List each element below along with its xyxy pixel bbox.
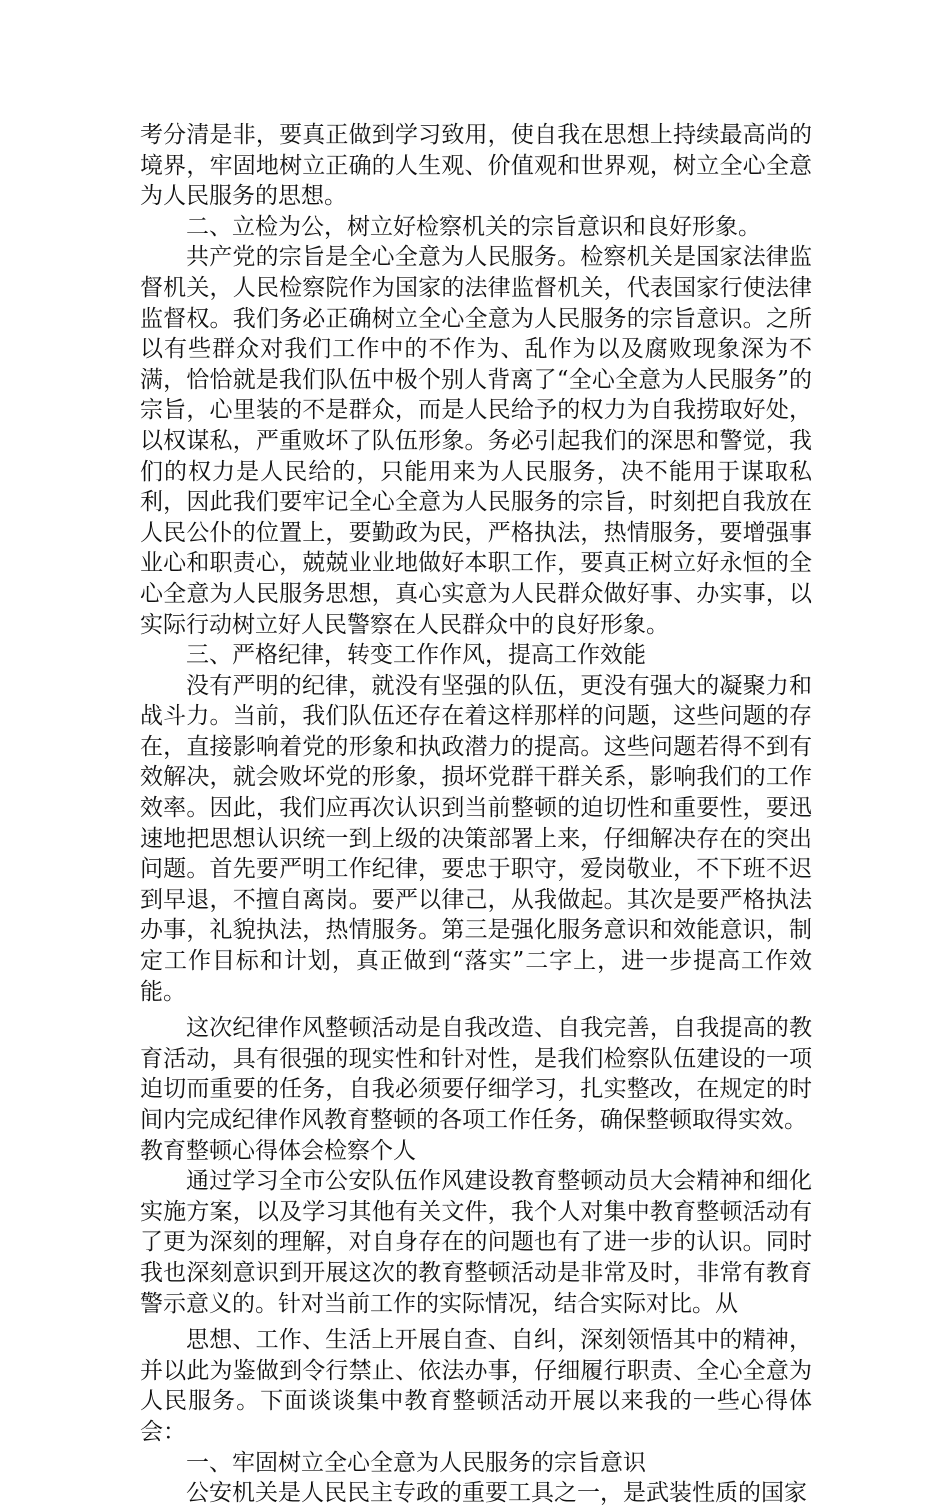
paragraph: 通过学习全市公安队伍作风建设教育整顿动员大会精神和细化实施方案，以及学习其他有关文件，我个人对集中教育整顿活动有了更为深刻的理解，对自身存在的问题也有了进一步的认识。同时我也深刻意识到开展这次的教育整顿活动是非常及时，非常有教育警示意义的。针对当前工作的实际情况，结合实际对比。从 <box>140 1168 812 1317</box>
paragraph: 公安机关是人民民主专政的重要工具之一，是武装性质的国家 <box>186 1480 807 1507</box>
section-heading: 一、牢固树立全心全意为人民服务的宗旨意识 <box>186 1449 646 1476</box>
paragraph: 思想、工作、生活上开展自查、自纠，深刻领悟其中的精神，并以此为鉴做到令行禁止、依法办事，仔细履行职责、全心全意为人民服务。下面谈谈集中教育整顿活动开展以来我的一些心得体会： <box>140 1327 812 1445</box>
document-title: 教育整顿心得体会检察个人 <box>140 1137 416 1164</box>
paragraph: 考分清是非，要真正做到学习致用，使自我在思想上持续最高尚的境界，牢固地树立正确的人生观、价值观和世界观，树立全心全意为人民服务的思想。 <box>140 122 812 210</box>
section-heading: 三、严格纪律，转变工作作风，提高工作效能 <box>186 642 646 669</box>
section-heading: 二、立检为公，树立好检察机关的宗旨意识和良好形象。 <box>186 213 761 240</box>
document-body <box>140 120 812 1509</box>
paragraph: 共产党的宗旨是全心全意为人民服务。检察机关是国家法律监督机关，人民检察院作为国家的法律监督机关，代表国家行使法律监督权。我们务必正确树立全心全意为人民服务的宗旨意识。之所以有些群众对我们工作中的不作为、乱作为以及腐败现象深为不满，恰恰就是我们队伍中极个别人背离了“全心全意为人民服务”的宗旨，心里装的不是群众，而是人民给予的权力为自我捞取好处，以权谋私，严重败坏了队伍形象。务必引起我们的深思和警觉，我们的权力是人民给的，只能用来为人民服务，决不能用于谋取私利，因此我们要牢记全心全意为人民服务的宗旨，时刻把自我放在人民公仆的位置上，要勤政为民，严格执法，热情服务，要增强事业心和职责心，兢兢业业地做好本职工作，要真正树立好永恒的全心全意为人民服务思想，真心实意为人民群众做好事、办实事，以实际行动树立好人民警察在人民群众中的良好形象。 <box>140 244 812 638</box>
paragraph: 没有严明的纪律，就没有坚强的队伍，更没有强大的凝聚力和战斗力。当前，我们队伍还存在着这样那样的问题，这些问题的存在，直接影响着党的形象和执政潜力的提高。这些问题若得不到有效解决，就会败坏党的形象，损坏党群干群关系，影响我们的工作效率。因此，我们应再次认识到当前整顿的迫切性和重要性，要迅速地把思想认识统一到上级的决策部署上来，仔细解决存在的突出问题。首先要严明工作纪律，要忠于职守，爱岗敬业，不下班不迟到早退，不擅自离岗。要严以律己，从我做起。其次是要严格执法办事，礼貌执法，热情服务。第三是强化服务意识和效能意识，制定工作目标和计划，真正做到“落实”二字上，进一步提高工作效能。 <box>140 672 812 1005</box>
paragraph: 这次纪律作风整顿活动是自我改造、自我完善，自我提高的教育活动，具有很强的现实性和针对性，是我们检察队伍建设的一项迫切而重要的任务，自我必须要仔细学习，扎实整改，在规定的时间内完成纪律作风教育整顿的各项工作任务，确保整顿取得实效。 <box>140 1015 812 1133</box>
